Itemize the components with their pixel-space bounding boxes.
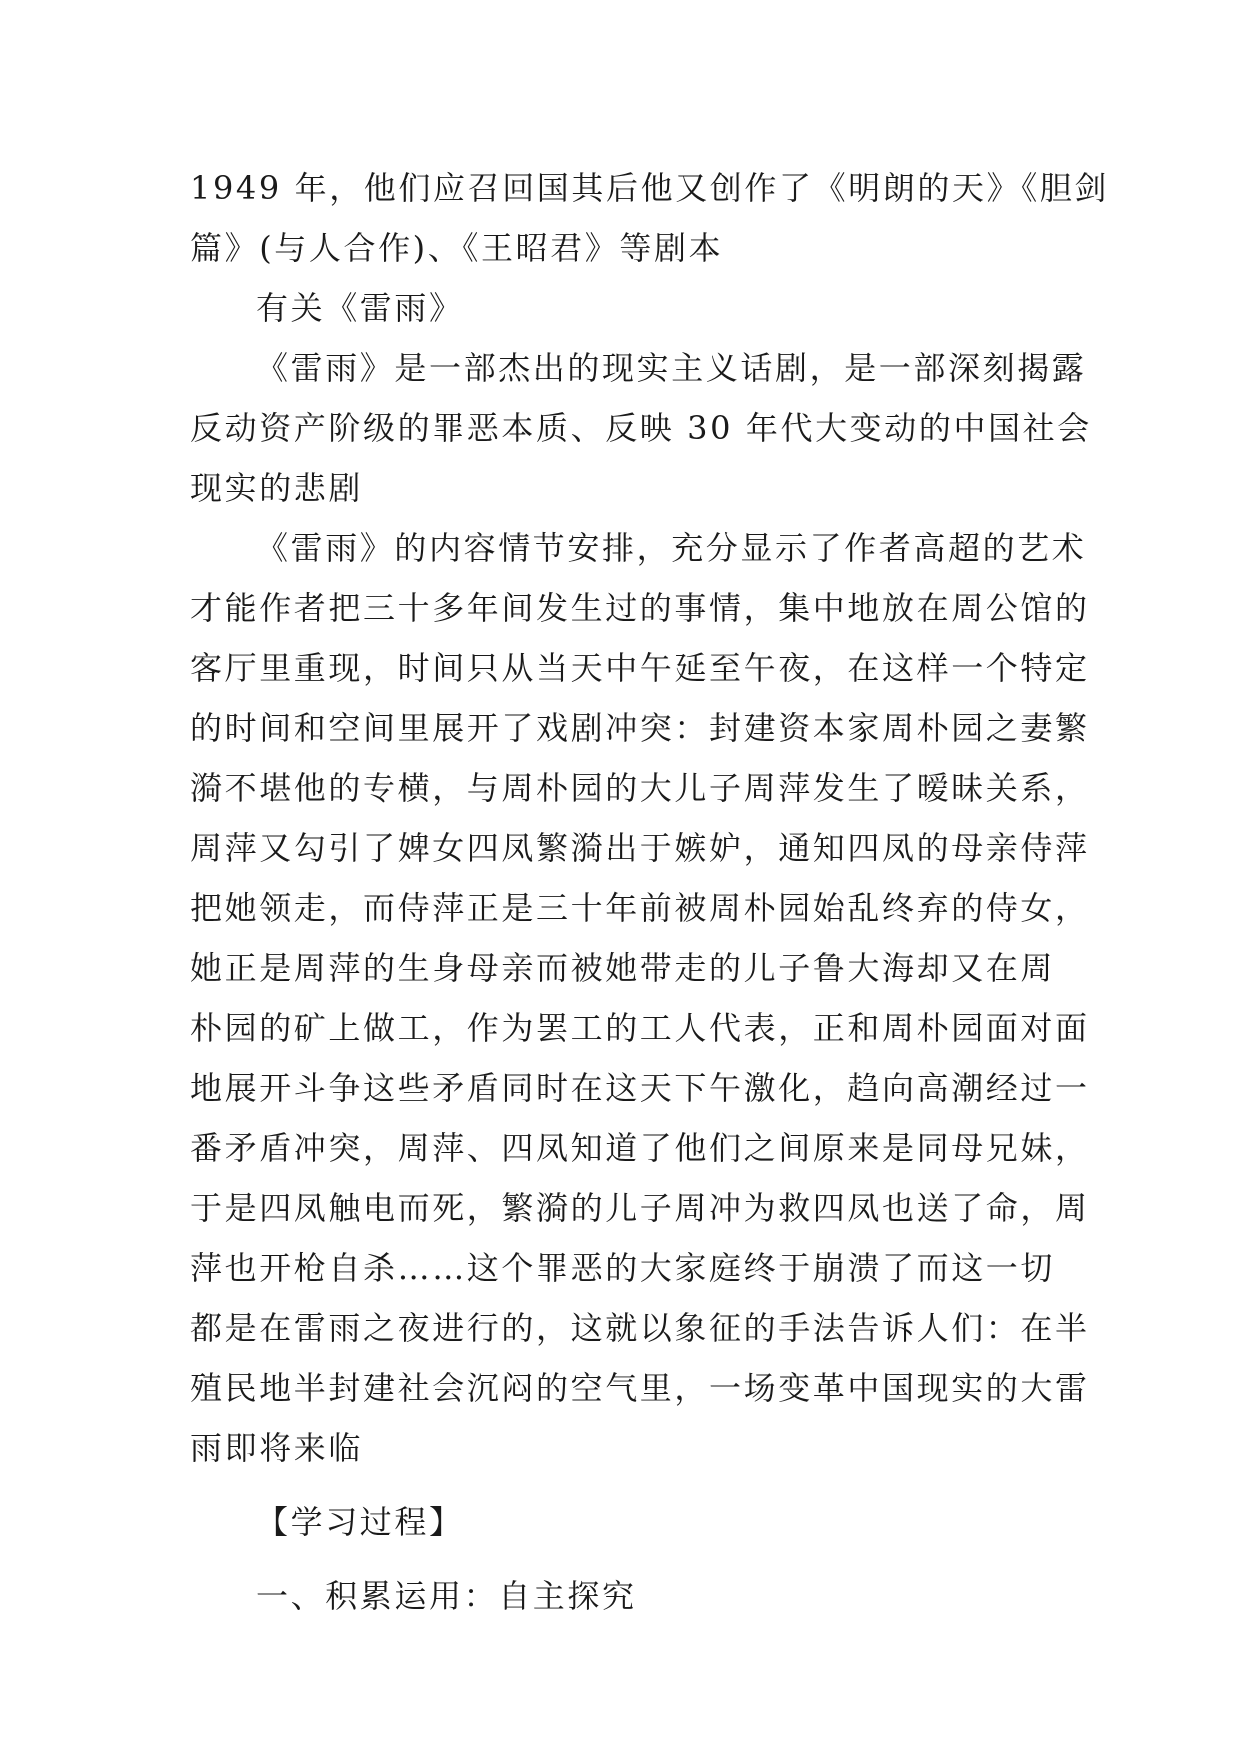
paragraph-line: 反动资产阶级的罪恶本质、反映 30 年代大变动的中国社会 [190,409,1092,447]
paragraph-line: 才能作者把三十多年间发生过的事情，集中地放在周公馆的 [190,589,1090,627]
paragraph-line: 1949 年，他们应召回国其后他又创作了《明朗的天》《胆剑 [190,169,1110,207]
paragraph-line: 番矛盾冲突，周萍、四凤知道了他们之间原来是同母兄妹， [190,1129,1090,1167]
spacer [190,1552,1058,1566]
paragraph-line: 篇》(与人合作)、《王昭君》等剧本 [190,229,724,267]
paragraph-line: 她正是周萍的生身母亲而被她带走的儿子鲁大海却又在周 [190,949,1056,987]
document-page [190,158,1110,1626]
paragraph-line: 周萍又勾引了婢女四凤繁漪出于嫉妒，通知四凤的母亲侍萍 [190,829,1090,867]
paragraph-line: 《雷雨》是一部杰出的现实主义话剧，是一部深刻揭露 [256,349,1087,387]
paragraph-line: 都是在雷雨之夜进行的，这就以象征的手法告诉人们：在半 [190,1309,1090,1347]
section-heading: 有关《雷雨》 [256,289,464,327]
section-heading: 一、积累运用：自主探究 [256,1577,637,1615]
paragraph-line: 于是四凤触电而死，繁漪的儿子周冲为救四凤也送了命，周 [190,1189,1090,1227]
paragraph-line: 把她领走，而侍萍正是三十年前被周朴园始乱终弃的侍女， [190,889,1090,927]
paragraph-line: 朴园的矿上做工，作为罢工的工人代表，正和周朴园面对面 [190,1009,1090,1047]
paragraph-line: 地展开斗争这些矛盾同时在这天下午激化，趋向高潮经过一 [190,1069,1090,1107]
paragraph-line: 《雷雨》的内容情节安排，充分显示了作者高超的艺术 [256,529,1087,567]
paragraph-line: 漪不堪他的专横，与周朴园的大儿子周萍发生了暧昧关系， [190,769,1090,807]
spacer [190,1478,1058,1492]
paragraph-line: 客厅里重现，时间只从当天中午延至午夜，在这样一个特定 [190,649,1090,687]
paragraph-line: 萍也开枪自杀……这个罪恶的大家庭终于崩溃了而这一切 [190,1249,1056,1287]
paragraph-line: 的时间和空间里展开了戏剧冲突：封建资本家周朴园之妻繁 [190,709,1090,747]
paragraph-line: 雨即将来临 [190,1429,364,1467]
section-heading: 【学习过程】 [256,1503,464,1541]
paragraph-line: 现实的悲剧 [190,469,364,507]
paragraph-line: 殖民地半封建社会沉闷的空气里，一场变革中国现实的大雷 [190,1369,1090,1407]
